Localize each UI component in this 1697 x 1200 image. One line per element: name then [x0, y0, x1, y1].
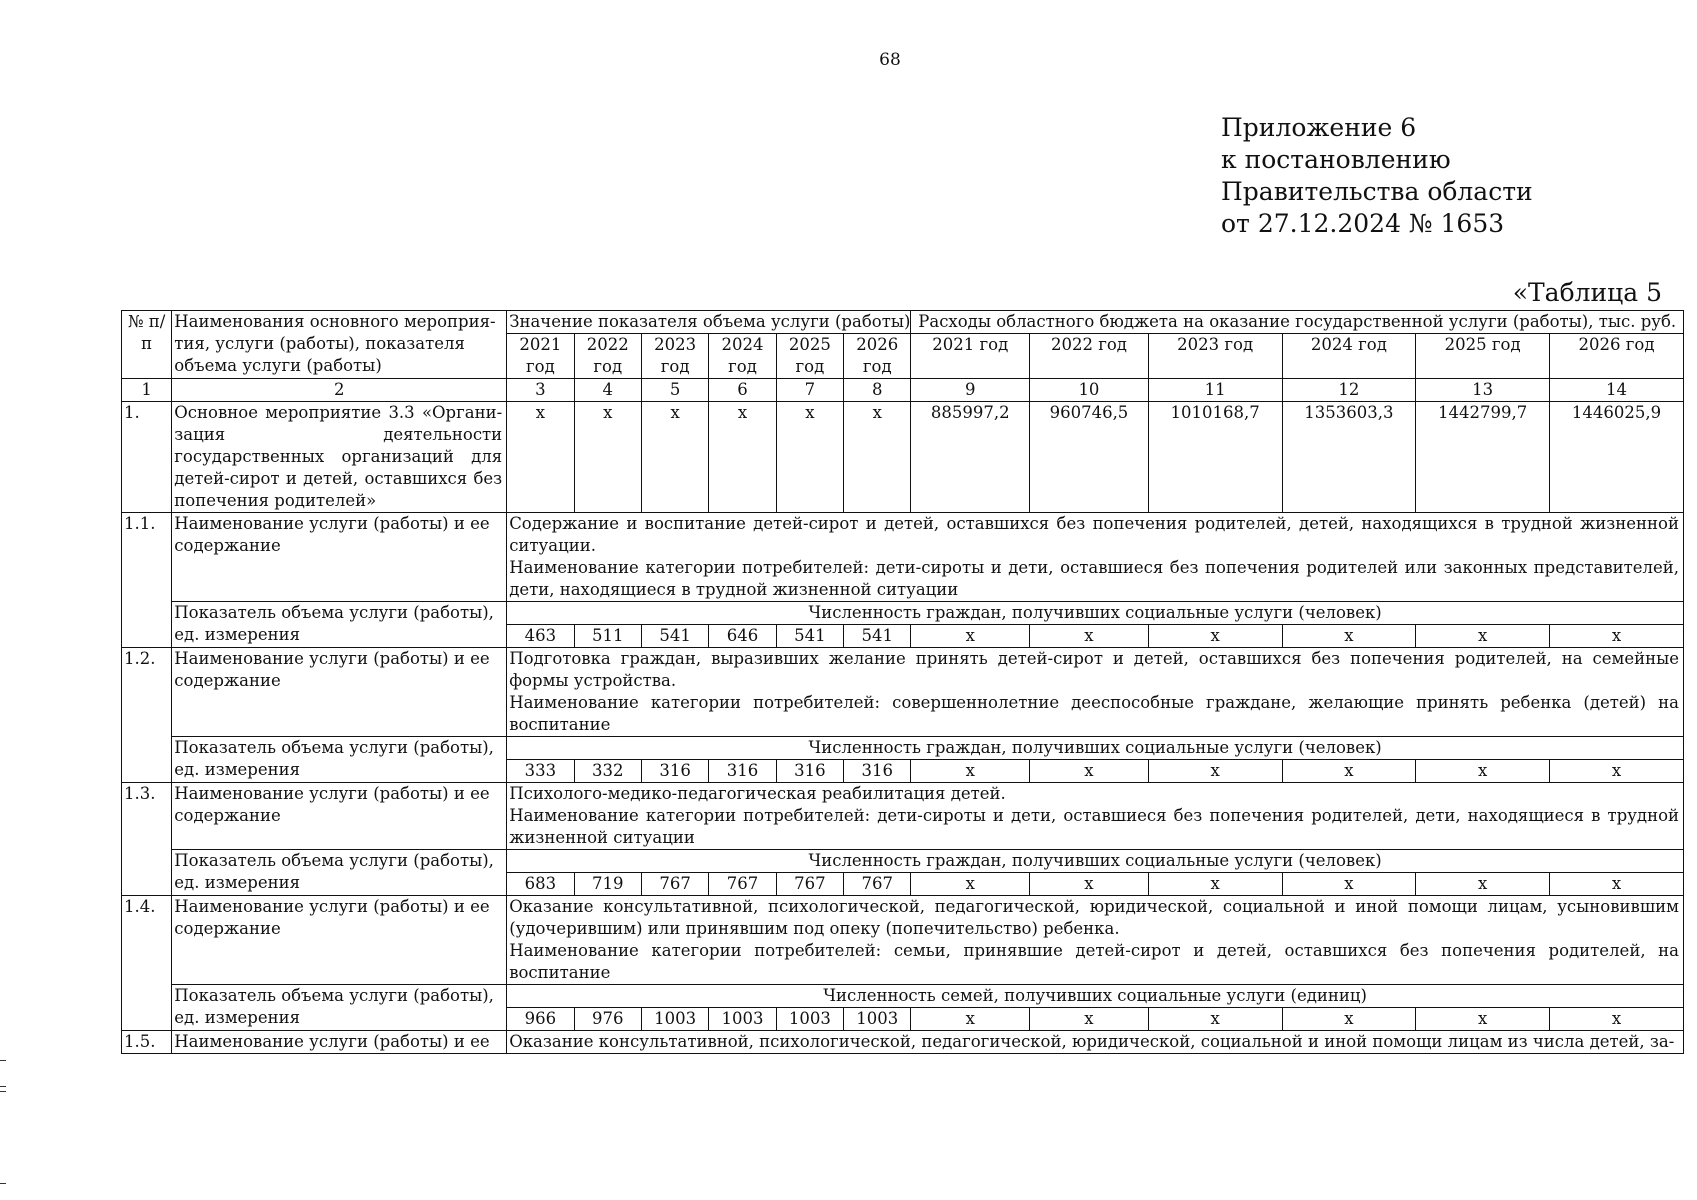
expense-value: х	[1148, 625, 1282, 648]
expense-value: х	[911, 873, 1030, 896]
volume-value: 646	[709, 625, 776, 648]
header-year-short: 2026 год	[844, 334, 911, 379]
expense-value: 1353603,3	[1282, 402, 1416, 513]
header-year-long: 2022 год	[1030, 334, 1149, 379]
volume-value: 541	[641, 625, 708, 648]
row-num: 1.3.	[122, 783, 172, 896]
volume-value: 767	[776, 873, 843, 896]
indicator-label: Показатель объема услуги (работы), ед. измерения	[172, 985, 507, 1031]
expense-value: х	[1030, 760, 1149, 783]
service-category: Наименование категории потребителей: дети-сироты и дети, оставшиеся без попечения родителей или законных представителей, дети, находящиеся в трудной жизненной ситуации	[509, 558, 1679, 599]
service-label: Наименование услуги (работы) и ее	[172, 1031, 507, 1054]
service-row-partial	[122, 1031, 1684, 1054]
appendix-block	[1221, 112, 1533, 240]
service-text: Содержание и воспитание детей-сирот и детей, оставшихся без попечения родителей, детей, находящихся в трудной жизненной ситуации.	[509, 514, 1679, 555]
table-body	[122, 311, 1684, 1054]
header-year-short: 2021 год	[507, 334, 574, 379]
expense-value: х	[1030, 873, 1149, 896]
indicator-row	[122, 602, 1684, 625]
header-row-top	[122, 311, 1684, 334]
column-number: 8	[844, 379, 911, 402]
expense-value: 1442799,7	[1416, 402, 1550, 513]
service-category: Наименование категории потребителей: семьи, принявшие детей-сирот и детей, оставшихся без попечения родителей, на воспитание	[509, 941, 1679, 982]
row-num: 1.5.	[122, 1031, 172, 1054]
service-row	[122, 896, 1684, 985]
header-year-short: 2025 год	[776, 334, 843, 379]
volume-value: 1003	[709, 1008, 776, 1031]
indicator-row	[122, 985, 1684, 1008]
service-label: Наименование услуги (работы) и ее содержание	[172, 648, 507, 737]
volume-value: 316	[709, 760, 776, 783]
column-number: 14	[1550, 379, 1684, 402]
margin-mark	[0, 1060, 6, 1061]
service-description	[507, 783, 1684, 850]
expense-value: х	[1416, 873, 1550, 896]
volume-value: х	[574, 402, 641, 513]
expense-value: х	[1282, 760, 1416, 783]
margin-mark	[0, 1086, 6, 1087]
expense-value: х	[1550, 873, 1684, 896]
volume-value: 332	[574, 760, 641, 783]
volume-value: 333	[507, 760, 574, 783]
expense-value: 885997,2	[911, 402, 1030, 513]
indicator-row	[122, 850, 1684, 873]
appendix-line-3: Правительства области	[1221, 177, 1533, 206]
expense-value: х	[911, 760, 1030, 783]
column-number: 7	[776, 379, 843, 402]
volume-value: 719	[574, 873, 641, 896]
expense-value: х	[1030, 1008, 1149, 1031]
page-number: 68	[879, 50, 901, 70]
column-number: 6	[709, 379, 776, 402]
indicator-name: Численность граждан, получивших социальные услуги (человек)	[507, 737, 1684, 760]
service-label: Наименование услуги (работы) и ее содержание	[172, 783, 507, 850]
volume-value: х	[776, 402, 843, 513]
service-text: Подготовка граждан, выразивших желание принять детей-сирот и детей, оставшихся без попечения родителей, на семейные формы устройства.	[509, 649, 1679, 690]
expense-value: 1446025,9	[1550, 402, 1684, 513]
indicator-label: Показатель объема услуги (работы), ед. измерения	[172, 602, 507, 648]
column-number: 5	[641, 379, 708, 402]
indicator-name: Численность семей, получивших социальные услуги (единиц)	[507, 985, 1684, 1008]
volume-value: х	[709, 402, 776, 513]
margin-mark	[0, 1183, 6, 1184]
volume-value: 767	[844, 873, 911, 896]
volume-value: 683	[507, 873, 574, 896]
column-number: 11	[1148, 379, 1282, 402]
column-number: 9	[911, 379, 1030, 402]
margin-mark	[0, 1091, 6, 1092]
volume-value: 1003	[641, 1008, 708, 1031]
expense-value: х	[1030, 625, 1149, 648]
service-description	[507, 648, 1684, 737]
volume-value: 976	[574, 1008, 641, 1031]
service-label: Наименование услуги (работы) и ее содержание	[172, 513, 507, 602]
expense-value: х	[1550, 760, 1684, 783]
expense-value: х	[1148, 873, 1282, 896]
service-label: Наименование услуги (работы) и ее содержание	[172, 896, 507, 985]
expense-value: х	[1416, 1008, 1550, 1031]
main-activity-row	[122, 402, 1684, 513]
service-description	[507, 513, 1684, 602]
volume-value: 541	[844, 625, 911, 648]
main-activity-name: Основное мероприятие 3.3 «Организация деятельности государственных организаций для детей-сирот и детей, оставшихся без попечения родителей»	[172, 402, 507, 513]
header-year-long: 2023 год	[1148, 334, 1282, 379]
volume-value: 767	[641, 873, 708, 896]
header-year-long: 2021 год	[911, 334, 1030, 379]
indicator-row	[122, 737, 1684, 760]
service-text: Оказание консультативной, психологической, педагогической, юридической, социальной и иной помощи лицам, усыновившим (удочерившим) или принявшим под опеку (попечительство) ребенка.	[509, 897, 1679, 938]
expense-value: х	[1550, 1008, 1684, 1031]
volume-value: 316	[776, 760, 843, 783]
appendix-line-2: к постановлению	[1221, 145, 1451, 174]
expense-value: х	[1148, 760, 1282, 783]
volume-value: х	[507, 402, 574, 513]
service-row	[122, 783, 1684, 850]
volume-value: 767	[709, 873, 776, 896]
header-volume-group: Значение показателя объема услуги (работы)	[507, 311, 911, 334]
service-category: Наименование категории потребителей: совершеннолетние дееспособные граждане, желающие принять ребенка (детей) на воспитание	[509, 693, 1679, 734]
volume-value: 316	[641, 760, 708, 783]
column-number: 2	[172, 379, 507, 402]
indicator-name: Численность граждан, получивших социальные услуги (человек)	[507, 602, 1684, 625]
service-row	[122, 513, 1684, 602]
volume-value: 511	[574, 625, 641, 648]
column-number: 3	[507, 379, 574, 402]
volume-value: 966	[507, 1008, 574, 1031]
column-number: 13	[1416, 379, 1550, 402]
row-num: 1.1.	[122, 513, 172, 648]
services-table	[121, 310, 1684, 1054]
header-year-long: 2026 год	[1550, 334, 1684, 379]
header-year-short: 2023 год	[641, 334, 708, 379]
column-number: 1	[122, 379, 172, 402]
header-year-long: 2024 год	[1282, 334, 1416, 379]
expense-value: х	[1282, 625, 1416, 648]
service-category: Наименование категории потребителей: дети-сироты и дети, оставшиеся без попечения родителей, дети, находящиеся в трудной жизненной ситуации	[509, 806, 1679, 847]
expense-value: х	[1148, 1008, 1282, 1031]
service-description	[507, 896, 1684, 985]
expense-value: х	[911, 1008, 1030, 1031]
column-number: 4	[574, 379, 641, 402]
expense-value: х	[1416, 625, 1550, 648]
column-number: 12	[1282, 379, 1416, 402]
header-name: Наименования основного мероприятия, услуги (работы), показателя объема услуги (работы)	[172, 311, 507, 379]
appendix-line-1: Приложение 6	[1221, 113, 1417, 142]
expense-value: 1010168,7	[1148, 402, 1282, 513]
expense-value: 960746,5	[1030, 402, 1149, 513]
column-numbers-row	[122, 379, 1684, 402]
volume-value: 1003	[844, 1008, 911, 1031]
column-number: 10	[1030, 379, 1149, 402]
expense-value: х	[911, 625, 1030, 648]
indicator-label: Показатель объема услуги (работы), ед. измерения	[172, 737, 507, 783]
volume-value: 316	[844, 760, 911, 783]
indicator-label: Показатель объема услуги (работы), ед. измерения	[172, 850, 507, 896]
appendix-line-4: от 27.12.2024 № 1653	[1221, 209, 1505, 238]
expense-value: х	[1282, 1008, 1416, 1031]
volume-value: х	[844, 402, 911, 513]
service-description: Оказание консультативной, психологической, педагогической, юридической, социальной и иной помощи лицам из числа детей, за-	[507, 1031, 1684, 1054]
volume-value: х	[641, 402, 708, 513]
table-caption: «Таблица 5	[1512, 278, 1662, 307]
volume-value: 463	[507, 625, 574, 648]
service-row	[122, 648, 1684, 737]
row-num: 1.2.	[122, 648, 172, 783]
service-text: Психолого-медико-педагогическая реабилитация детей.	[509, 784, 1006, 803]
volume-value: 1003	[776, 1008, 843, 1031]
header-year-long: 2025 год	[1416, 334, 1550, 379]
expense-value: х	[1416, 760, 1550, 783]
header-expense-group: Расходы областного бюджета на оказание государственной услуги (работы), тыс. руб.	[911, 311, 1684, 334]
header-num: № п/п	[122, 311, 172, 379]
row-num: 1.4.	[122, 896, 172, 1031]
expense-value: х	[1282, 873, 1416, 896]
header-year-short: 2022 год	[574, 334, 641, 379]
volume-value: 541	[776, 625, 843, 648]
row-num: 1.	[122, 402, 172, 513]
expense-value: х	[1550, 625, 1684, 648]
indicator-name: Численность граждан, получивших социальные услуги (человек)	[507, 850, 1684, 873]
header-year-short: 2024 год	[709, 334, 776, 379]
